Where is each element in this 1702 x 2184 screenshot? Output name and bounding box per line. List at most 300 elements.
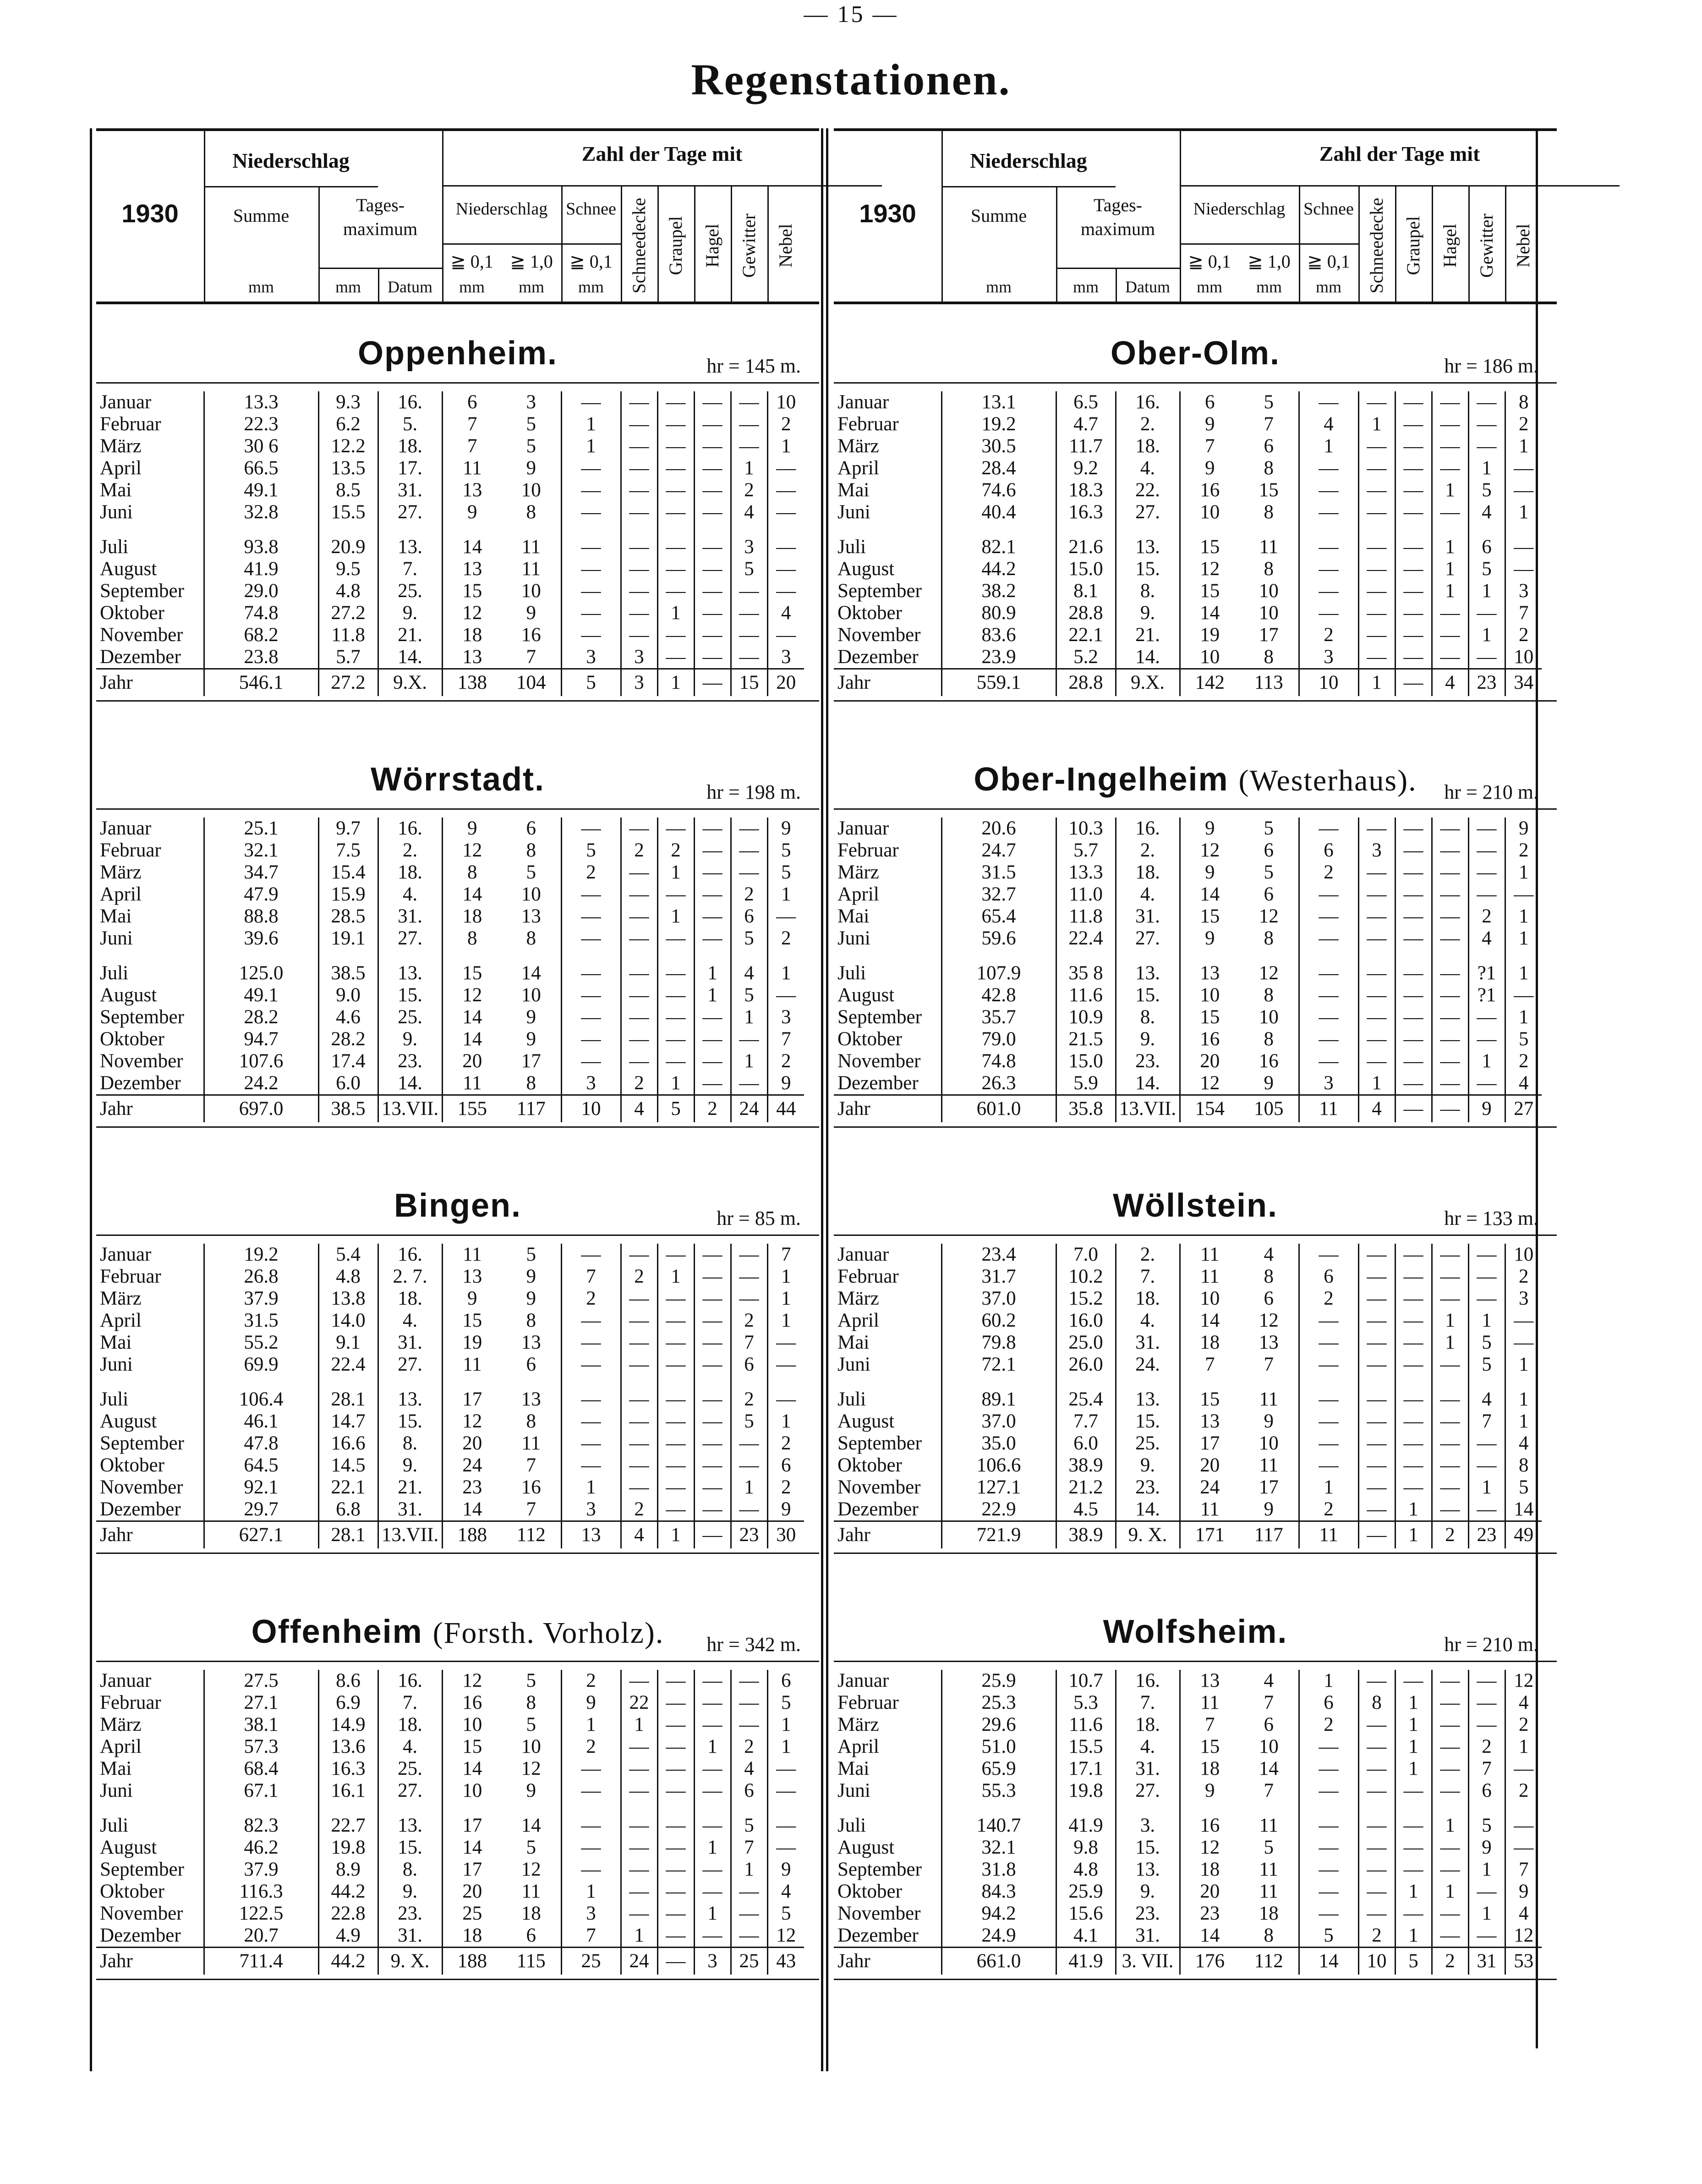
table-cell: 12 bbox=[521, 1758, 541, 1779]
table-cell: 7 bbox=[1180, 1714, 1239, 1736]
month-label: April bbox=[100, 883, 142, 905]
table-cell: 5 bbox=[561, 840, 621, 862]
table-cell: 9. bbox=[378, 1454, 442, 1476]
table-cell: 9.3 bbox=[318, 391, 378, 413]
table-row bbox=[96, 905, 804, 927]
month-label: November bbox=[837, 624, 921, 646]
table-cell: 4. bbox=[1116, 1310, 1180, 1332]
table-cell: 38.5 bbox=[318, 962, 378, 984]
table-cell: — bbox=[1358, 1028, 1395, 1050]
table-cell: 15. bbox=[378, 1410, 442, 1432]
table-cell: 4 bbox=[731, 1758, 767, 1780]
table-cell: 9 bbox=[1180, 862, 1239, 883]
table-cell: — bbox=[621, 1758, 657, 1780]
table-cell: — bbox=[731, 840, 767, 862]
month-label: November bbox=[837, 1903, 921, 1924]
table-cell: 2. 7. bbox=[378, 1266, 442, 1288]
table-cell: 627.1 bbox=[204, 1521, 318, 1549]
table-row bbox=[834, 391, 1542, 413]
table-cell: — bbox=[657, 818, 694, 840]
table-cell: — bbox=[767, 580, 804, 602]
table-cell: 68.2 bbox=[204, 624, 318, 646]
table-cell: 14 bbox=[442, 883, 502, 905]
table-cell: 10 bbox=[442, 1714, 502, 1736]
table-cell: 1 bbox=[1468, 1903, 1505, 1925]
table-cell: 47.9 bbox=[204, 883, 318, 905]
table-cell: 5 bbox=[526, 862, 536, 883]
header-ge01: ≧ 0,1 bbox=[1188, 251, 1231, 272]
table-cell: 12 bbox=[1259, 962, 1279, 984]
table-cell: 11 bbox=[1180, 1266, 1239, 1288]
table-cell: 5 bbox=[731, 558, 767, 580]
table-cell: 4.8 bbox=[318, 580, 378, 602]
table-cell: 49.1 bbox=[204, 984, 318, 1006]
table-cell: — bbox=[767, 1780, 804, 1802]
table-cell: 4.7 bbox=[1056, 413, 1116, 435]
table-cell: 10.2 bbox=[1056, 1266, 1116, 1288]
table-cell: — bbox=[561, 1332, 621, 1354]
table-row bbox=[834, 1498, 1542, 1521]
table-cell: 32.8 bbox=[204, 501, 318, 523]
table-cell: 29.0 bbox=[204, 580, 318, 602]
table-cell: 21. bbox=[1116, 624, 1180, 646]
table-cell: 2 bbox=[1468, 1736, 1505, 1758]
table-cell: — bbox=[767, 457, 804, 479]
table-cell: 11 bbox=[1259, 536, 1278, 558]
table-cell: 7 bbox=[731, 1837, 767, 1859]
table-cell: 107.9 bbox=[941, 962, 1056, 984]
table-cell: — bbox=[694, 818, 731, 840]
table-cell: 27.2 bbox=[318, 669, 378, 697]
table-cell: 83.6 bbox=[941, 624, 1056, 646]
table-cell: 55.2 bbox=[204, 1332, 318, 1354]
table-cell: — bbox=[1299, 1050, 1358, 1072]
table-cell: 1 bbox=[767, 1310, 804, 1332]
table-cell: 661.0 bbox=[941, 1948, 1056, 1975]
table-cell: 8 bbox=[526, 927, 536, 949]
table-cell: 106.6 bbox=[941, 1454, 1056, 1476]
table-row bbox=[96, 1050, 804, 1072]
month-label: November bbox=[837, 1476, 921, 1498]
table-cell: — bbox=[1299, 818, 1358, 840]
table-cell: 22.9 bbox=[941, 1498, 1056, 1521]
station-table bbox=[96, 818, 804, 1122]
table-cell: — bbox=[1395, 624, 1432, 646]
month-label: Februar bbox=[100, 840, 161, 861]
table-cell: 13 bbox=[442, 646, 502, 669]
table-cell: 4. bbox=[1116, 457, 1180, 479]
table-cell: — bbox=[694, 580, 731, 602]
table-cell: — bbox=[731, 1432, 767, 1454]
table-cell: — bbox=[1432, 1780, 1468, 1802]
table-cell: 9.0 bbox=[318, 984, 378, 1006]
table-cell: 6 bbox=[767, 1670, 804, 1692]
table-cell: 23.8 bbox=[204, 646, 318, 669]
table-cell: 25.9 bbox=[1056, 1881, 1116, 1903]
table-cell: — bbox=[1358, 1288, 1395, 1310]
table-cell: 5 bbox=[1264, 818, 1274, 839]
table-cell: 16. bbox=[1116, 1670, 1180, 1692]
table-cell: 9.X. bbox=[378, 669, 442, 697]
table-cell: 559.1 bbox=[941, 669, 1056, 697]
table-cell: — bbox=[694, 1072, 731, 1095]
table-row bbox=[96, 479, 804, 501]
table-cell: 31.5 bbox=[204, 1310, 318, 1332]
table-cell: 14. bbox=[1116, 1072, 1180, 1095]
table-cell: — bbox=[657, 962, 694, 984]
table-cell: 5 bbox=[1264, 391, 1274, 413]
table-cell: 10 bbox=[1259, 602, 1279, 624]
table-cell: 18. bbox=[1116, 862, 1180, 883]
table-cell: 15. bbox=[1116, 984, 1180, 1006]
table-cell: — bbox=[561, 984, 621, 1006]
table-cell: 13. bbox=[1116, 536, 1180, 558]
month-label: Juli bbox=[100, 536, 129, 558]
table-cell: — bbox=[1395, 1837, 1432, 1859]
station-elevation: hr = 186 m. bbox=[1444, 355, 1538, 377]
table-cell: 12 bbox=[442, 840, 502, 862]
table-cell: — bbox=[561, 962, 621, 984]
table-cell: 697.0 bbox=[204, 1095, 318, 1123]
table-cell: 60.2 bbox=[941, 1310, 1056, 1332]
table-cell: 1 bbox=[1299, 1476, 1358, 1498]
table-cell: — bbox=[1395, 1266, 1432, 1288]
header-unit-nd1: mm bbox=[1196, 278, 1222, 296]
table-cell: 8 bbox=[1264, 1266, 1274, 1287]
table-cell: 1 bbox=[1505, 905, 1542, 927]
table-cell: — bbox=[621, 1859, 657, 1881]
table-cell: 20.6 bbox=[941, 818, 1056, 840]
month-label: März bbox=[100, 1714, 142, 1735]
table-cell: 31.5 bbox=[941, 862, 1056, 883]
table-cell: — bbox=[694, 1780, 731, 1802]
table-row bbox=[96, 1354, 804, 1376]
table-cell: — bbox=[694, 1050, 731, 1072]
header-graupel: Graupel bbox=[665, 216, 686, 275]
table-cell: 14 bbox=[1180, 1925, 1239, 1948]
table-cell: 10 bbox=[1505, 1244, 1542, 1266]
table-cell: — bbox=[731, 1498, 767, 1521]
table-cell: — bbox=[694, 862, 731, 883]
table-cell: 9 bbox=[1505, 818, 1542, 840]
table-cell: — bbox=[1358, 883, 1395, 905]
table-cell: 8 bbox=[1505, 391, 1542, 413]
table-row bbox=[834, 1815, 1542, 1837]
table-cell: — bbox=[1395, 457, 1432, 479]
table-cell: — bbox=[561, 883, 621, 905]
table-cell: — bbox=[621, 818, 657, 840]
table-cell: — bbox=[1468, 840, 1505, 862]
table-cell: — bbox=[1358, 1266, 1395, 1288]
table-cell: 2 bbox=[731, 1736, 767, 1758]
table-cell: 9 bbox=[1468, 1837, 1505, 1859]
table-cell: — bbox=[694, 1354, 731, 1376]
table-cell: 27. bbox=[1116, 927, 1180, 949]
month-label: April bbox=[100, 457, 142, 479]
table-cell: — bbox=[657, 501, 694, 523]
table-cell: — bbox=[1395, 883, 1432, 905]
table-cell: 35.8 bbox=[1056, 1095, 1116, 1123]
table-row bbox=[96, 984, 804, 1006]
table-cell: 12 bbox=[1505, 1670, 1542, 1692]
table-cell: 13 bbox=[1180, 962, 1239, 984]
table-cell: 18. bbox=[1116, 1714, 1180, 1736]
table-cell: 106.4 bbox=[204, 1388, 318, 1410]
table-cell: 46.1 bbox=[204, 1410, 318, 1432]
table-cell: — bbox=[1432, 984, 1468, 1006]
table-cell: 11 bbox=[521, 1432, 541, 1454]
table-cell: 7 bbox=[442, 413, 502, 435]
table-cell: — bbox=[1395, 536, 1432, 558]
header-year: 1930 bbox=[121, 199, 179, 228]
table-cell: 27. bbox=[378, 1780, 442, 1802]
header-niederschlag: Niederschlag bbox=[970, 149, 1087, 172]
table-cell: — bbox=[731, 1028, 767, 1050]
table-cell: 6 bbox=[1264, 1288, 1274, 1309]
table-cell: — bbox=[1395, 1028, 1432, 1050]
table-cell: — bbox=[1299, 1244, 1358, 1266]
table-cell: 18 bbox=[521, 1903, 541, 1924]
table-cell: — bbox=[1468, 1266, 1505, 1288]
table-cell: — bbox=[1395, 1288, 1432, 1310]
table-cell: — bbox=[694, 1310, 731, 1332]
table-cell: 4.6 bbox=[318, 1006, 378, 1028]
table-cell: — bbox=[561, 1837, 621, 1859]
table-cell: 44.2 bbox=[318, 1948, 378, 1975]
table-cell: 14. bbox=[378, 646, 442, 669]
table-cell: 2. bbox=[1116, 840, 1180, 862]
month-label: Juli bbox=[837, 962, 866, 984]
table-cell: — bbox=[1299, 1432, 1358, 1454]
table-row bbox=[96, 1432, 804, 1454]
table-cell: 9 bbox=[526, 1006, 536, 1028]
month-label: März bbox=[837, 862, 879, 883]
table-cell: — bbox=[1299, 580, 1358, 602]
table-cell: 5 bbox=[526, 1670, 536, 1691]
table-cell: — bbox=[1358, 1432, 1395, 1454]
table-cell: 15. bbox=[1116, 558, 1180, 580]
table-cell: 25 bbox=[561, 1948, 621, 1975]
table-row bbox=[834, 1388, 1542, 1410]
table-cell: 18. bbox=[378, 1714, 442, 1736]
table-cell: 24.2 bbox=[204, 1072, 318, 1095]
table-cell: — bbox=[694, 391, 731, 413]
table-cell: 28.4 bbox=[941, 457, 1056, 479]
table-cell: 14. bbox=[1116, 1498, 1180, 1521]
month-label: Juli bbox=[100, 1815, 129, 1836]
table-cell: 11 bbox=[521, 558, 541, 580]
table-cell: 188 bbox=[442, 1948, 502, 1975]
table-cell: — bbox=[694, 558, 731, 580]
table-cell: 2 bbox=[621, 1266, 657, 1288]
table-cell: — bbox=[1299, 1780, 1358, 1802]
table-cell: 14 bbox=[1299, 1948, 1358, 1975]
table-cell: 22.4 bbox=[318, 1354, 378, 1376]
table-cell: 24.9 bbox=[941, 1925, 1056, 1948]
table-cell: 2 bbox=[621, 840, 657, 862]
table-cell: — bbox=[1432, 624, 1468, 646]
table-cell: — bbox=[621, 1332, 657, 1354]
table-cell: — bbox=[1358, 1815, 1395, 1837]
table-cell: 22 bbox=[621, 1692, 657, 1714]
table-cell: 5.7 bbox=[1056, 840, 1116, 862]
table-cell: 14 bbox=[442, 536, 502, 558]
table-cell: 15 bbox=[1180, 905, 1239, 927]
table-row bbox=[96, 1288, 804, 1310]
table-cell: 13.VII. bbox=[1116, 1095, 1180, 1123]
table-cell: — bbox=[1395, 905, 1432, 927]
table-cell: 5.3 bbox=[1056, 1692, 1116, 1714]
table-cell: — bbox=[1432, 1388, 1468, 1410]
table-cell: — bbox=[621, 1903, 657, 1925]
table-cell: 23 bbox=[1468, 669, 1505, 697]
station-title: Ober-Olm. bbox=[1110, 335, 1281, 372]
table-cell: 4. bbox=[378, 883, 442, 905]
table-cell: 7 bbox=[561, 1925, 621, 1948]
table-cell: 3 bbox=[1505, 1288, 1542, 1310]
table-cell: — bbox=[561, 624, 621, 646]
table-cell: 19 bbox=[442, 1332, 502, 1354]
table-cell: 5 bbox=[1264, 1837, 1274, 1858]
table-cell: 5.2 bbox=[1056, 646, 1116, 669]
table-cell: 89.1 bbox=[941, 1388, 1056, 1410]
table-cell: 12 bbox=[442, 602, 502, 624]
table-row bbox=[834, 1881, 1542, 1903]
table-row bbox=[96, 1332, 804, 1354]
table-cell: 1 bbox=[621, 1714, 657, 1736]
table-cell: — bbox=[621, 602, 657, 624]
table-cell: 18. bbox=[378, 1288, 442, 1310]
table-cell: — bbox=[657, 1859, 694, 1881]
table-cell: — bbox=[1299, 1388, 1358, 1410]
table-cell: 9 bbox=[767, 818, 804, 840]
table-cell: 1 bbox=[1505, 1006, 1542, 1028]
table-row bbox=[834, 646, 1542, 669]
table-cell: 6 bbox=[731, 1354, 767, 1376]
table-cell: 27.2 bbox=[318, 602, 378, 624]
table-cell: 34 bbox=[1505, 669, 1542, 697]
table-row bbox=[96, 501, 804, 523]
table-cell: 13 bbox=[442, 1266, 502, 1288]
month-label: Oktober bbox=[837, 1881, 902, 1902]
table-header bbox=[96, 128, 819, 304]
station-elevation: hr = 145 m. bbox=[706, 355, 801, 377]
table-cell: 1 bbox=[621, 1925, 657, 1948]
table-cell: — bbox=[1395, 1354, 1432, 1376]
table-cell: 2 bbox=[1358, 1925, 1395, 1948]
table-cell: — bbox=[1395, 927, 1432, 949]
table-cell: — bbox=[1432, 391, 1468, 413]
table-row bbox=[834, 883, 1542, 905]
table-cell: — bbox=[621, 1780, 657, 1802]
table-cell: — bbox=[1432, 927, 1468, 949]
table-cell: 9. bbox=[1116, 1028, 1180, 1050]
table-cell: — bbox=[621, 536, 657, 558]
table-cell: 3 bbox=[1505, 580, 1542, 602]
table-cell: 16 bbox=[1259, 1050, 1279, 1072]
table-cell: 12 bbox=[442, 984, 502, 1006]
table-cell: 1 bbox=[1432, 580, 1468, 602]
header-zahl-der-tage: Zahl der Tage mit bbox=[1319, 142, 1480, 165]
table-cell: — bbox=[1432, 1095, 1468, 1123]
station-subtitle: (Westerhaus). bbox=[1238, 764, 1417, 797]
table-cell: 1 bbox=[694, 1903, 731, 1925]
header-niederschlag-sub: Niederschlag bbox=[1193, 199, 1286, 219]
table-cell: 9 bbox=[1468, 1095, 1505, 1123]
table-cell: 10 bbox=[1259, 580, 1279, 602]
table-cell: — bbox=[1468, 391, 1505, 413]
table-cell: 13 bbox=[561, 1521, 621, 1549]
table-cell: 16 bbox=[1180, 1815, 1239, 1837]
table-cell: 31. bbox=[1116, 905, 1180, 927]
table-cell: — bbox=[694, 1692, 731, 1714]
table-cell: 1 bbox=[731, 457, 767, 479]
table-cell: 8 bbox=[1505, 1454, 1542, 1476]
table-cell: 37.0 bbox=[941, 1288, 1056, 1310]
table-cell: 5 bbox=[731, 1410, 767, 1432]
header-unit-max: mm bbox=[335, 278, 361, 296]
table-cell: — bbox=[561, 1006, 621, 1028]
table-cell: 5 bbox=[1395, 1948, 1432, 1975]
table-cell: 3 bbox=[561, 646, 621, 669]
table-cell: 15 bbox=[442, 1736, 502, 1758]
table-cell: — bbox=[1432, 435, 1468, 457]
table-cell: 21. bbox=[378, 1476, 442, 1498]
header-ge01: ≧ 0,1 bbox=[450, 251, 493, 272]
table-cell: 1 bbox=[694, 1837, 731, 1859]
table-row bbox=[96, 1006, 804, 1028]
month-label: Februar bbox=[837, 840, 899, 861]
table-cell: — bbox=[1395, 1454, 1432, 1476]
table-cell: 7 bbox=[1264, 1354, 1274, 1375]
month-label: September bbox=[100, 580, 184, 602]
table-row bbox=[834, 862, 1542, 883]
table-cell: 6.2 bbox=[318, 413, 378, 435]
station-elevation: hr = 210 m. bbox=[1444, 1633, 1538, 1656]
table-cell: 4.9 bbox=[318, 1925, 378, 1948]
month-label: November bbox=[100, 1903, 183, 1924]
page-title: Regenstationen. bbox=[691, 55, 1011, 104]
table-cell: — bbox=[1505, 883, 1542, 905]
table-cell: — bbox=[694, 1388, 731, 1410]
table-cell: — bbox=[657, 1006, 694, 1028]
table-cell: 15 bbox=[1180, 1736, 1239, 1758]
header-tagesmaximum: Tages- maximum bbox=[1080, 195, 1155, 239]
year-total-row bbox=[96, 1095, 804, 1123]
table-cell: — bbox=[694, 479, 731, 501]
header-unit-nd2: mm bbox=[518, 278, 544, 296]
header-hagel: Hagel bbox=[1439, 224, 1460, 268]
table-cell: — bbox=[1299, 1454, 1358, 1476]
table-cell: — bbox=[561, 1815, 621, 1837]
table-cell: 22.7 bbox=[318, 1815, 378, 1837]
table-cell: — bbox=[1358, 1670, 1395, 1692]
month-label: Juli bbox=[837, 1815, 866, 1836]
table-cell: 3 bbox=[561, 1498, 621, 1521]
table-cell: 5 bbox=[526, 435, 536, 457]
table-cell: — bbox=[657, 413, 694, 435]
table-cell: — bbox=[621, 1670, 657, 1692]
table-cell: ?1 bbox=[1468, 962, 1505, 984]
month-label: Jahr bbox=[96, 1948, 204, 1975]
table-cell: 74.8 bbox=[941, 1050, 1056, 1072]
month-label: Dezember bbox=[837, 646, 919, 668]
table-cell: — bbox=[1468, 883, 1505, 905]
table-cell: 12 bbox=[1180, 1072, 1239, 1095]
table-cell: 2 bbox=[767, 1050, 804, 1072]
table-cell: — bbox=[1505, 457, 1542, 479]
month-label: Juni bbox=[837, 1354, 870, 1375]
